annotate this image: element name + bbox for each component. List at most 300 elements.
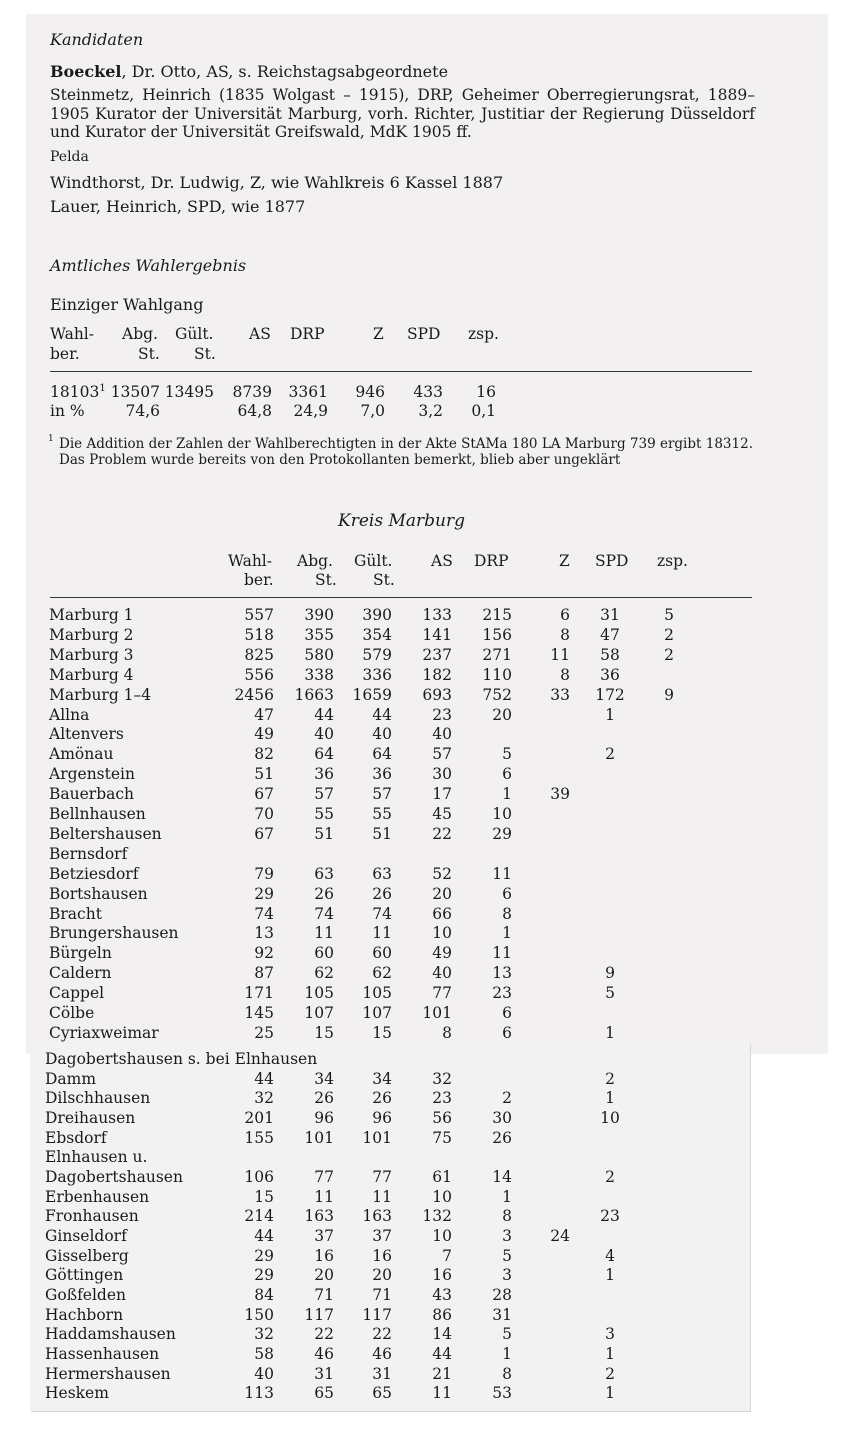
table-row-name: Ebsdorf: [45, 1128, 107, 1147]
table-cell: 11: [550, 645, 570, 664]
table-cell: 34: [314, 1069, 334, 1088]
table-row-name: Cyriaxweimar: [49, 1023, 159, 1042]
table-cell: 40: [314, 725, 334, 744]
table-cell: 156: [482, 625, 512, 644]
table-cell: 66: [432, 904, 452, 923]
table-row-name: Dagobertshausen: [45, 1168, 183, 1187]
table-cell: 23: [600, 1207, 620, 1226]
table-cell: 40: [254, 1364, 274, 1383]
table-cell: 64: [372, 745, 392, 764]
table-cell: 106: [244, 1168, 274, 1187]
table-cell: 77: [314, 1168, 334, 1187]
table-cell: 825: [244, 645, 274, 664]
table-row-name: Hachborn: [45, 1305, 124, 1324]
table-cell: 25: [254, 1023, 274, 1042]
table-cell: 6: [502, 765, 512, 784]
table-cell: 2: [605, 745, 615, 764]
candidate-lauer: Lauer, Heinrich, SPD, wie 1877: [50, 197, 306, 216]
table-cell: 6: [502, 1004, 512, 1022]
table-row-name: Elnhausen u.: [45, 1148, 148, 1167]
official-row-total-spd: 433: [413, 383, 443, 401]
candidates-heading: Kandidaten: [50, 30, 144, 49]
table-cell: 60: [314, 944, 334, 963]
table-cell: 82: [254, 745, 274, 764]
table-row-name: Bauerbach: [49, 785, 135, 804]
table-row-name: Betziesdorf: [49, 864, 139, 883]
table-cell: 65: [372, 1384, 392, 1403]
table-cell: 145: [244, 1004, 274, 1022]
table-cell: 36: [372, 765, 392, 784]
table-cell: 43: [432, 1286, 452, 1305]
table-cell: 36: [600, 665, 620, 684]
table-cell: 32: [254, 1325, 274, 1344]
table-cell: 29: [254, 884, 274, 903]
official-row-pct-as: 64,8: [237, 402, 272, 420]
table-cell: 55: [314, 805, 334, 823]
table-cell: 155: [244, 1128, 274, 1147]
table-cell: 36: [314, 765, 334, 784]
table-cell: 11: [492, 944, 512, 963]
table-cell: 46: [314, 1345, 334, 1364]
table-row-name: Göttingen: [45, 1266, 124, 1285]
table-row-name: Bracht: [49, 904, 102, 923]
table-cell: 63: [372, 864, 392, 883]
official-round-label: Einziger Wahlgang: [50, 295, 204, 314]
table-cell: 11: [372, 924, 392, 943]
table-cell: 34: [372, 1069, 392, 1088]
table-row-name: Gisselberg: [45, 1246, 129, 1265]
table-cell: 74: [254, 904, 274, 923]
table-cell: 58: [600, 645, 620, 664]
table-cell: 22: [314, 1325, 334, 1344]
table-cell: 56: [432, 1109, 452, 1127]
table-cell: 44: [432, 1345, 452, 1364]
table-cell: 5: [664, 606, 674, 624]
table-cell: 22: [432, 824, 452, 843]
table-cell: 201: [244, 1109, 274, 1127]
table-row-name: Damm: [45, 1069, 97, 1088]
official-row-total-guelt: 13495: [164, 383, 214, 401]
table-row-name: Bortshausen: [49, 884, 148, 903]
table-cell: 77: [432, 984, 452, 1003]
table-cell: 133: [422, 606, 452, 624]
table-cell: 55: [372, 805, 392, 823]
official-row-pct-zsp: 0,1: [471, 402, 496, 420]
table-cell: 8: [502, 1207, 512, 1226]
kreis-table-rule: [50, 597, 752, 598]
table-cell: 6: [502, 884, 512, 903]
table-cell: 3: [502, 1227, 512, 1246]
table-cell: 37: [372, 1227, 392, 1246]
table-cell: 214: [244, 1207, 274, 1226]
table-cell: 70: [254, 805, 274, 823]
kh-wahl-2: ber.: [244, 571, 274, 589]
table-cell: 53: [492, 1384, 512, 1403]
table-cell: 2456: [234, 685, 274, 704]
table-cell: 2: [605, 1168, 615, 1187]
table-cell: 52: [432, 864, 452, 883]
table-cell: 2: [664, 645, 674, 664]
table-row-name: Marburg 3: [49, 645, 134, 664]
table-cell: 26: [372, 1089, 392, 1108]
table-cell: 45: [432, 805, 452, 823]
table-cell: 6: [560, 606, 570, 624]
table-cell: 29: [254, 1246, 274, 1265]
table-cell: 1: [502, 924, 512, 943]
table-cell: 57: [432, 745, 452, 764]
table-cell: 74: [314, 904, 334, 923]
table-cell: 22: [372, 1325, 392, 1344]
oh-zsp: zsp.: [468, 325, 499, 343]
table-cell: 390: [304, 606, 334, 624]
table-cell: 107: [304, 1004, 334, 1022]
candidate-steinmetz: Steinmetz, Heinrich (1835 Wolgast – 1915), DRP, Geheimer Oberregierungsrat, 1889–1905 Kurator der Universität Marburg, vorh. Richter, Justitiar der Regierung Düsseldorf und Kurator der Universität Greifswald, MdK 1905 ff.: [50, 86, 755, 141]
table-cell: 67: [254, 785, 274, 804]
table-cell: 13: [254, 924, 274, 943]
table-cell: 163: [362, 1207, 392, 1226]
oh-abg-1: Abg.: [122, 325, 158, 343]
table-row-name: Goßfelden: [45, 1286, 127, 1305]
table-cell: 20: [492, 705, 512, 724]
table-cell: 150: [244, 1305, 274, 1324]
table-cell: 557: [244, 606, 274, 624]
table-cell: 20: [372, 1266, 392, 1285]
table-cell: 171: [244, 984, 274, 1003]
oh-guelt-1: Gült.: [175, 325, 214, 343]
table-cell: 355: [304, 625, 334, 644]
table-cell: 390: [362, 606, 392, 624]
table-cell: 84: [254, 1286, 274, 1305]
table-cell: 1: [605, 1266, 615, 1285]
table-cell: 1: [502, 1345, 512, 1364]
table-cell: 44: [254, 1069, 274, 1088]
table-cell: 215: [482, 606, 512, 624]
table-cell: 47: [600, 625, 620, 644]
table-cell: 14: [492, 1168, 512, 1187]
table-cell: 20: [432, 884, 452, 903]
table-cell: 46: [372, 1345, 392, 1364]
table-cell: 24: [550, 1227, 570, 1246]
table-cell: 101: [422, 1004, 452, 1022]
table-cell: 8: [442, 1023, 452, 1042]
candidate-windthorst: Windthorst, Dr. Ludwig, Z, wie Wahlkreis 6 Kassel 1887: [50, 173, 504, 192]
table-row-name: Altenvers: [49, 725, 124, 744]
table-cell: 172: [595, 685, 625, 704]
table-cell: 16: [372, 1246, 392, 1265]
table-cell: 10: [432, 1187, 452, 1206]
table-cell: 117: [362, 1305, 392, 1324]
table-row-name: Hassenhausen: [45, 1345, 160, 1364]
table-cell: 11: [492, 864, 512, 883]
table-cell: 1: [605, 705, 615, 724]
table-cell: 8: [502, 1364, 512, 1383]
table-cell: 96: [314, 1109, 334, 1127]
table-cell: 579: [362, 645, 392, 664]
table-cell: 20: [314, 1266, 334, 1285]
official-row-pct-drp: 24,9: [293, 402, 328, 420]
table-cell: 8: [560, 665, 570, 684]
table-cell: 62: [314, 964, 334, 983]
kh-z: Z: [559, 552, 570, 570]
table-cell: 117: [304, 1305, 334, 1324]
kh-spd: SPD: [595, 552, 629, 570]
table-cell: 10: [492, 805, 512, 823]
table-cell: 15: [372, 1023, 392, 1042]
table-cell: 26: [314, 1089, 334, 1108]
kh-abg-2: St.: [315, 571, 337, 589]
table-cell: 31: [372, 1364, 392, 1383]
kh-guelt-2: St.: [373, 571, 395, 589]
table-cell: 15: [254, 1187, 274, 1206]
official-row-pct-spd: 3,2: [418, 402, 443, 420]
table-cell: 15: [314, 1023, 334, 1042]
table-row-name: Bernsdorf: [49, 844, 128, 863]
table-cell: 8: [560, 625, 570, 644]
table-row-name: Ginseldorf: [45, 1227, 127, 1246]
table-cell: 63: [314, 864, 334, 883]
table-cell: 271: [482, 645, 512, 664]
table-row-name: Hermershausen: [45, 1364, 171, 1383]
table-cell: 16: [432, 1266, 452, 1285]
table-cell: 5: [502, 745, 512, 764]
table-cell: 10: [432, 924, 452, 943]
table-cell: 40: [432, 725, 452, 744]
footnote-text: Die Addition der Zahlen der Wahlberechtigten in der Akte StAMa 180 LA Marburg 739 ergibt 18312. Das Problem wurde bereits von den Protokollanten bemerkt, blieb aber ungeklärt: [59, 436, 753, 468]
candidate-pelda: Pelda: [50, 149, 89, 165]
table-cell: 23: [432, 1089, 452, 1108]
table-cell: 65: [314, 1384, 334, 1403]
table-cell: 3: [605, 1325, 615, 1344]
table-cell: 39: [550, 785, 570, 804]
table-cell: 11: [432, 1384, 452, 1403]
table-cell: 17: [432, 785, 452, 804]
table-cell: 518: [244, 625, 274, 644]
official-row-pct-abg: 74,6: [125, 402, 160, 420]
table-cell: 96: [372, 1109, 392, 1127]
table-cell: 11: [314, 924, 334, 943]
table-cell: 1: [605, 1345, 615, 1364]
table-cell: 47: [254, 705, 274, 724]
oh-as: AS: [249, 325, 271, 343]
table-cell: 556: [244, 665, 274, 684]
table-cell: 21: [432, 1364, 452, 1383]
table-row-name: Cölbe: [49, 1004, 95, 1022]
table-cell: 14: [432, 1325, 452, 1344]
table-cell: 51: [314, 824, 334, 843]
oh-wahl-1: Wahl-: [50, 325, 95, 343]
kreis-title: Kreis Marburg: [338, 511, 465, 531]
table-cell: 29: [492, 824, 512, 843]
table-cell: 64: [314, 745, 334, 764]
table-row-name: Marburg 2: [49, 625, 134, 644]
candidate-boeckel: [50, 62, 448, 81]
table-cell: 1: [502, 1187, 512, 1206]
table-cell: 141: [422, 625, 452, 644]
table-cell: 693: [422, 685, 452, 704]
table-cell: 5: [502, 1246, 512, 1265]
table-cell: 3: [502, 1266, 512, 1285]
table-cell: 6: [502, 1023, 512, 1042]
table-cell: 2: [502, 1089, 512, 1108]
table-cell: 5: [502, 1325, 512, 1344]
table-cell: 11: [372, 1187, 392, 1206]
footnote-mark: 1: [48, 434, 54, 444]
table-cell: 62: [372, 964, 392, 983]
table-cell: 101: [362, 1128, 392, 1147]
table-cell: 237: [422, 645, 452, 664]
table-cell: 30: [492, 1109, 512, 1127]
table-row-name: Brungershausen: [49, 924, 179, 943]
table-row-name: Fronhausen: [45, 1207, 139, 1226]
table-cell: 44: [314, 705, 334, 724]
table-cell: 1659: [352, 685, 392, 704]
table-cell: 33: [550, 685, 570, 704]
official-row-total-wahl: 18103$^1$: [50, 383, 106, 402]
table-row-name: Bürgeln: [49, 944, 112, 963]
table-cell: 75: [432, 1128, 452, 1147]
table-cell: 58: [254, 1345, 274, 1364]
kh-abg-1: Abg.: [297, 552, 333, 570]
table-row-name: Caldern: [49, 964, 112, 983]
table-row-name: Haddamshausen: [45, 1325, 176, 1344]
official-row-pct-label: in %: [50, 402, 85, 420]
oh-spd: SPD: [407, 325, 441, 343]
table-cell: 60: [372, 944, 392, 963]
kh-zsp: zsp.: [657, 552, 688, 570]
table-cell: 57: [314, 785, 334, 804]
kh-as: AS: [431, 552, 453, 570]
table-cell: 1663: [294, 685, 334, 704]
table-cell: 40: [432, 964, 452, 983]
table-cell: 67: [254, 824, 274, 843]
table-cell: 31: [600, 606, 620, 624]
table-row-name: Amönau: [49, 745, 114, 764]
table-cell: 163: [304, 1207, 334, 1226]
table-row-name: Marburg 4: [49, 665, 134, 684]
candidate-boeckel-details: , Dr. Otto, AS, s. Reichstagsabgeordnete: [121, 62, 449, 81]
oh-guelt-2: St.: [194, 345, 216, 363]
table-cell: 107: [362, 1004, 392, 1022]
table-cell: 26: [492, 1128, 512, 1147]
table-cell: 57: [372, 785, 392, 804]
table-row-name: Dagobertshausen s. bei Elnhausen: [45, 1050, 318, 1068]
table-cell: 23: [492, 984, 512, 1003]
table-cell: 92: [254, 944, 274, 963]
table-row-name: Allna: [49, 705, 90, 724]
table-cell: 26: [372, 884, 392, 903]
table-row-name: Dilschhausen: [45, 1089, 151, 1108]
official-row-total-as: 8739: [232, 383, 272, 401]
table-row-name: Marburg 1–4: [49, 685, 152, 704]
candidate-boeckel-name: Boeckel: [50, 62, 122, 81]
table-row-name: Marburg 1: [49, 606, 134, 624]
table-cell: 354: [362, 625, 392, 644]
oh-abg-2: St.: [138, 345, 160, 363]
table-cell: 9: [664, 685, 674, 704]
table-cell: 26: [314, 884, 334, 903]
table-cell: 31: [492, 1305, 512, 1324]
table-cell: 37: [314, 1227, 334, 1246]
table-cell: 752: [482, 685, 512, 704]
table-cell: 77: [372, 1168, 392, 1187]
table-cell: 49: [254, 725, 274, 744]
table-cell: 1: [502, 785, 512, 804]
table-cell: 2: [605, 1069, 615, 1088]
table-row-name: Dreihausen: [45, 1109, 136, 1127]
table-row-name: Bellnhausen: [49, 805, 146, 823]
table-cell: 101: [304, 1128, 334, 1147]
official-result-heading: Amtliches Wahlergebnis: [50, 256, 247, 275]
table-cell: 87: [254, 964, 274, 983]
table-row-name: Argenstein: [49, 765, 135, 784]
table-cell: 79: [254, 864, 274, 883]
table-cell: 30: [432, 765, 452, 784]
table-cell: 31: [314, 1364, 334, 1383]
table-row-name: Heskem: [45, 1384, 109, 1403]
table-cell: 113: [244, 1384, 274, 1403]
table-cell: 61: [432, 1168, 452, 1187]
table-row-name: Beltershausen: [49, 824, 162, 843]
table-cell: 110: [482, 665, 512, 684]
table-cell: 28: [492, 1286, 512, 1305]
table-cell: 2: [664, 625, 674, 644]
kh-drp: DRP: [474, 552, 509, 570]
table-cell: 74: [372, 904, 392, 923]
official-table-rule: [50, 371, 752, 372]
table-cell: 8: [502, 904, 512, 923]
oh-z: Z: [373, 325, 384, 343]
table-cell: 44: [254, 1227, 274, 1246]
table-cell: 23: [432, 705, 452, 724]
table-cell: 29: [254, 1266, 274, 1285]
table-cell: 11: [314, 1187, 334, 1206]
table-cell: 1: [605, 1384, 615, 1403]
table-cell: 32: [432, 1069, 452, 1088]
table-cell: 580: [304, 645, 334, 664]
table-cell: 40: [372, 725, 392, 744]
table-row-name: Erbenhausen: [45, 1187, 150, 1206]
table-cell: 51: [372, 824, 392, 843]
table-cell: 338: [304, 665, 334, 684]
official-row-total-z: 946: [355, 383, 385, 401]
table-cell: 71: [314, 1286, 334, 1305]
table-cell: 49: [432, 944, 452, 963]
table-cell: 32: [254, 1089, 274, 1108]
kh-wahl-1: Wahl-: [228, 552, 273, 570]
table-cell: 9: [605, 964, 615, 983]
table-cell: 105: [362, 984, 392, 1003]
official-row-total-drp: 3361: [288, 383, 328, 401]
table-cell: 10: [432, 1227, 452, 1246]
table-cell: 1: [605, 1089, 615, 1108]
official-row-pct-z: 7,0: [360, 402, 385, 420]
table-cell: 71: [372, 1286, 392, 1305]
official-row-total-abg: 13507: [110, 383, 160, 401]
table-cell: 182: [422, 665, 452, 684]
kh-guelt-1: Gült.: [354, 552, 393, 570]
oh-drp: DRP: [290, 325, 325, 343]
table-cell: 336: [362, 665, 392, 684]
oh-wahl-2: ber.: [50, 345, 80, 363]
table-cell: 86: [432, 1305, 452, 1324]
table-cell: 16: [314, 1246, 334, 1265]
table-cell: 44: [372, 705, 392, 724]
table-cell: 13: [492, 964, 512, 983]
table-cell: 1: [605, 1023, 615, 1042]
table-row-name: Cappel: [49, 984, 105, 1003]
table-cell: 51: [254, 765, 274, 784]
table-cell: 5: [605, 984, 615, 1003]
